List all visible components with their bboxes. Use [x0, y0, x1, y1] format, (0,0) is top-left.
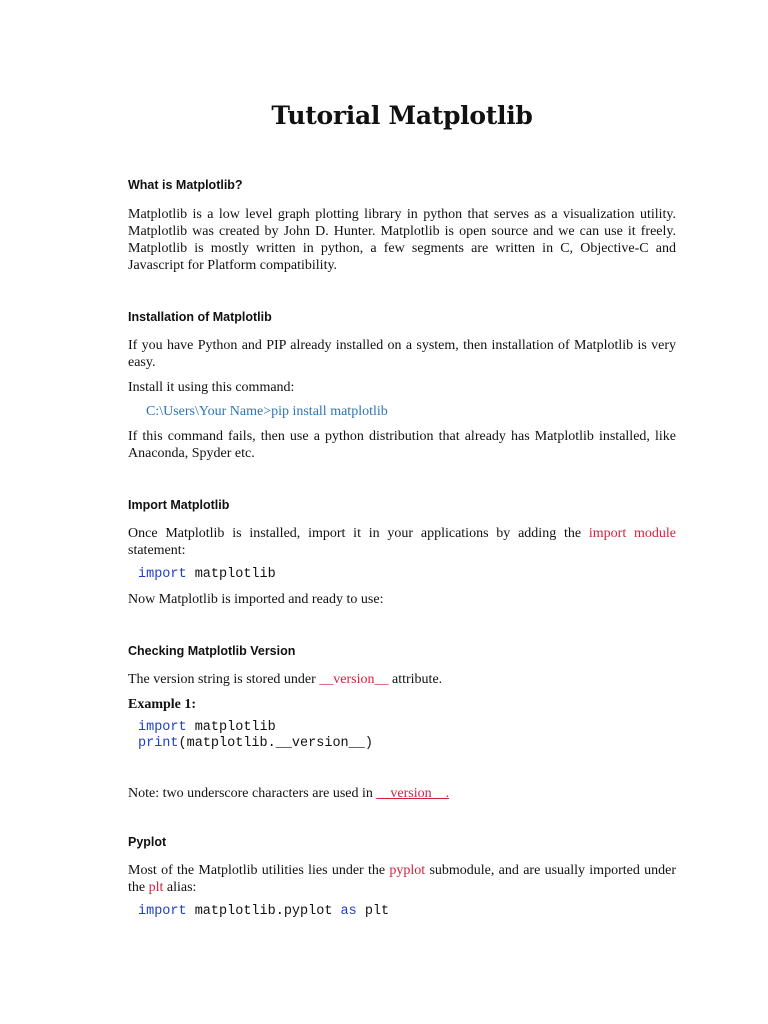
code-keyword: import	[138, 904, 187, 919]
page-title: Tutorial Matplotlib	[271, 101, 533, 130]
paragraph-import-2: Now Matplotlib is imported and ready to use:	[128, 592, 384, 607]
pyplot-text-2: submodule, and are usually imported under the	[128, 863, 677, 895]
paragraph-version-1	[128, 671, 442, 688]
install-command: C:\Users\Your Name>pip install matplotlib	[146, 404, 388, 419]
version-text-1: The version string is stored under	[128, 672, 320, 687]
paragraph-install-1: If you have Python and PIP already installed on a system, then installation of Matplotlib is very easy.	[128, 338, 676, 370]
code-text: matplotlib	[186, 720, 276, 735]
plt-highlight: plt	[148, 880, 164, 895]
code-keyword: print	[138, 736, 179, 751]
paragraph-pyplot	[128, 862, 676, 896]
example-label: Example 1:	[128, 697, 197, 712]
code-version-line-1	[138, 720, 276, 736]
note-highlight: __version__.	[376, 786, 450, 801]
section-heading-pyplot: Pyplot	[128, 835, 167, 849]
note-text: Note: two underscore characters are used in	[128, 786, 377, 801]
code-keyword: import	[138, 720, 187, 735]
pyplot-highlight: pyplot	[389, 863, 426, 878]
code-pyplot	[138, 904, 389, 920]
paragraph-what: Matplotlib is a low level graph plotting library in python that serves as a visualization utility. Matplotlib was created by John D. Hunter. Matplotlib is open source and we can use it freely. Matplotlib is mostly written in python, a few segments are written in C, Objective-C and Javascript for Platform compatibility.	[128, 207, 676, 273]
code-keyword: import	[138, 567, 187, 582]
code-text-end: plt	[356, 904, 390, 919]
import-text-1: Once Matplotlib is installed, import it in your applications by adding the	[128, 526, 589, 541]
paragraph-import-1	[128, 525, 676, 559]
section-heading-install: Installation of Matplotlib	[128, 310, 272, 324]
section-heading-import: Import Matplotlib	[128, 498, 230, 512]
code-version-line-2	[138, 736, 373, 752]
paragraph-install-2: Install it using this command:	[128, 380, 295, 395]
version-note	[128, 785, 449, 802]
pyplot-text-1: Most of the Matplotlib utilities lies under the	[128, 863, 390, 878]
section-heading-what: What is Matplotlib?	[128, 178, 243, 192]
import-module-highlight: import module	[588, 526, 676, 541]
paragraph-install-3: If this command fails, then use a python distribution that already has Matplotlib installed, like Anaconda, Spyder etc.	[128, 429, 676, 461]
import-text-2: statement:	[128, 543, 186, 558]
version-highlight: __version__	[319, 672, 389, 687]
code-import	[138, 567, 276, 583]
code-text: (matplotlib.__version__)	[178, 736, 373, 751]
version-text-2: attribute.	[392, 672, 443, 687]
pyplot-text-3: alias:	[163, 880, 197, 895]
section-heading-version: Checking Matplotlib Version	[128, 644, 296, 658]
code-text: matplotlib	[186, 567, 276, 582]
code-text: matplotlib.pyplot	[186, 904, 341, 919]
code-keyword-as: as	[340, 904, 357, 919]
